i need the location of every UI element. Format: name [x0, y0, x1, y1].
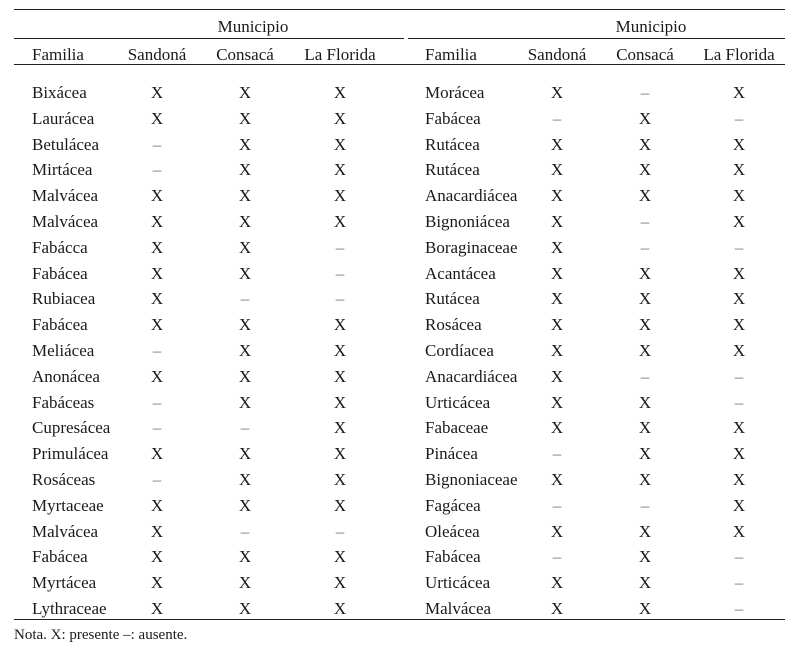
familia-cell: Anonácea: [32, 367, 100, 386]
presence-cell-sandona: –: [152, 135, 162, 154]
presence-cell-sandona: X: [550, 470, 564, 489]
presence-cell-la-florida: X: [732, 160, 746, 179]
municipio-underline-left: [14, 38, 404, 39]
presence-cell-sandona: –: [552, 496, 562, 515]
presence-cell-consaca: X: [238, 341, 252, 360]
presence-cell-la-florida: X: [333, 109, 347, 128]
presence-cell-consaca: –: [640, 212, 650, 231]
presence-cell-sandona: X: [150, 599, 164, 618]
presence-cell-la-florida: X: [333, 186, 347, 205]
presence-cell-consaca: X: [638, 160, 652, 179]
presence-cell-sandona: –: [152, 393, 162, 412]
col-header-consaca-right: Consacá: [616, 45, 674, 64]
presence-cell-consaca: X: [238, 547, 252, 566]
familia-cell: Urticácea: [425, 573, 491, 592]
presence-cell-la-florida: X: [333, 212, 347, 231]
presence-cell-sandona: X: [550, 264, 564, 283]
presence-cell-la-florida: –: [335, 522, 345, 541]
presence-cell-sandona: X: [550, 599, 564, 618]
presence-cell-consaca: X: [638, 418, 652, 437]
presence-cell-sandona: X: [150, 109, 164, 128]
familia-cell: Pinácea: [425, 444, 478, 463]
presence-cell-sandona: X: [550, 573, 564, 592]
familia-cell: Myrtácea: [32, 573, 97, 592]
presence-cell-la-florida: –: [734, 238, 744, 257]
familia-cell: Boraginaceae: [425, 238, 518, 257]
presence-cell-sandona: X: [550, 367, 564, 386]
presence-cell-consaca: X: [638, 341, 652, 360]
presence-cell-consaca: –: [240, 418, 250, 437]
presence-cell-consaca: X: [638, 135, 652, 154]
familia-cell: Lythraceae: [32, 599, 107, 618]
presence-cell-sandona: X: [150, 573, 164, 592]
presence-cell-sandona: X: [550, 186, 564, 205]
presence-cell-la-florida: X: [333, 599, 347, 618]
presence-cell-sandona: X: [150, 83, 164, 102]
col-header-familia-left: Familia: [32, 45, 84, 64]
presence-cell-consaca: –: [240, 289, 250, 308]
presence-cell-consaca: X: [638, 470, 652, 489]
presence-cell-la-florida: X: [732, 264, 746, 283]
familia-cell: Mirtácea: [32, 160, 93, 179]
familia-cell: Bixácea: [32, 83, 87, 102]
presence-cell-sandona: X: [550, 160, 564, 179]
presence-cell-sandona: X: [150, 315, 164, 334]
presence-cell-consaca: X: [238, 470, 252, 489]
presence-cell-sandona: X: [150, 212, 164, 231]
presence-cell-consaca: –: [640, 496, 650, 515]
familia-cell: Oleácea: [425, 522, 480, 541]
presence-cell-sandona: X: [150, 186, 164, 205]
presence-cell-consaca: X: [238, 186, 252, 205]
presence-cell-consaca: X: [238, 315, 252, 334]
table-top-rule: [14, 9, 785, 10]
presence-cell-consaca: –: [640, 83, 650, 102]
familia-cell: Anacardiácea: [425, 367, 518, 386]
presence-cell-consaca: X: [238, 238, 252, 257]
familia-cell: Cupresácea: [32, 418, 111, 437]
presence-cell-la-florida: –: [734, 367, 744, 386]
familia-cell: Fabácea: [425, 547, 481, 566]
familia-cell: Cordíacea: [425, 341, 494, 360]
familia-cell: Fagácea: [425, 496, 481, 515]
presence-cell-sandona: X: [150, 547, 164, 566]
familia-cell: Rutácea: [425, 135, 480, 154]
col-header-sandona-left: Sandoná: [127, 45, 187, 64]
presence-cell-sandona: X: [150, 264, 164, 283]
familia-cell: Betulácea: [32, 135, 100, 154]
presence-cell-la-florida: X: [732, 212, 746, 231]
presence-cell-consaca: X: [638, 573, 652, 592]
familia-cell: Fabáceas: [32, 393, 95, 412]
presence-cell-la-florida: –: [734, 573, 744, 592]
presence-cell-consaca: –: [640, 367, 650, 386]
presence-cell-sandona: –: [552, 109, 562, 128]
presence-cell-la-florida: –: [335, 238, 345, 257]
presence-cell-consaca: X: [638, 393, 652, 412]
presence-cell-la-florida: X: [732, 315, 746, 334]
presence-cell-la-florida: X: [333, 341, 347, 360]
presence-cell-la-florida: –: [734, 393, 744, 412]
presence-cell-sandona: X: [550, 212, 564, 231]
municipio-header-left: Municipio: [217, 17, 289, 36]
presence-cell-sandona: X: [550, 135, 564, 154]
presence-cell-consaca: X: [638, 547, 652, 566]
familia-cell: Rosácea: [425, 315, 482, 334]
familia-cell: Malvácea: [32, 212, 99, 231]
presence-cell-consaca: X: [638, 109, 652, 128]
presence-cell-la-florida: X: [333, 393, 347, 412]
presence-cell-la-florida: X: [333, 496, 347, 515]
presence-cell-consaca: X: [238, 393, 252, 412]
presence-cell-la-florida: X: [333, 160, 347, 179]
presence-cell-sandona: –: [552, 547, 562, 566]
presence-cell-sandona: X: [150, 367, 164, 386]
familia-cell: Malvácea: [425, 599, 492, 618]
municipio-header-right: Municipio: [615, 17, 687, 36]
familia-cell: Fabácea: [32, 315, 88, 334]
presence-cell-sandona: X: [550, 238, 564, 257]
familia-cell: Fabácea: [32, 547, 88, 566]
presence-cell-consaca: X: [638, 186, 652, 205]
presence-cell-sandona: X: [150, 496, 164, 515]
presence-cell-la-florida: X: [732, 444, 746, 463]
presence-cell-sandona: X: [150, 238, 164, 257]
familia-cell: Fabaceae: [425, 418, 489, 437]
familia-cell: Malvácea: [32, 522, 99, 541]
col-header-familia-right: Familia: [425, 45, 477, 64]
presence-cell-la-florida: X: [333, 444, 347, 463]
presence-cell-la-florida: X: [732, 83, 746, 102]
presence-cell-sandona: X: [550, 341, 564, 360]
presence-cell-consaca: X: [238, 264, 252, 283]
municipio-underline-right: [408, 38, 785, 39]
presence-cell-sandona: X: [550, 418, 564, 437]
presence-cell-sandona: X: [150, 444, 164, 463]
presence-cell-la-florida: X: [333, 470, 347, 489]
col-header-laflorida-left: La Florida: [304, 45, 376, 64]
presence-cell-sandona: –: [152, 418, 162, 437]
presence-cell-sandona: X: [550, 315, 564, 334]
familia-cell: Rubiacea: [32, 289, 96, 308]
familia-cell: Bignoniaceae: [425, 470, 518, 489]
presence-cell-sandona: X: [150, 522, 164, 541]
familia-cell: Rosáceas: [32, 470, 96, 489]
presence-cell-consaca: X: [238, 367, 252, 386]
presence-cell-la-florida: X: [333, 418, 347, 437]
col-header-laflorida-right: La Florida: [703, 45, 775, 64]
presence-cell-la-florida: X: [333, 367, 347, 386]
presence-cell-la-florida: X: [732, 522, 746, 541]
familia-cell: Anacardiácea: [425, 186, 518, 205]
presence-cell-la-florida: X: [333, 83, 347, 102]
presence-cell-la-florida: –: [734, 599, 744, 618]
presence-cell-consaca: X: [238, 444, 252, 463]
presence-cell-la-florida: X: [333, 315, 347, 334]
presence-cell-sandona: X: [550, 393, 564, 412]
familia-cell: Rutácea: [425, 289, 480, 308]
presence-cell-consaca: X: [238, 212, 252, 231]
familia-cell: Fabácea: [425, 109, 481, 128]
familia-cell: Fabácea: [32, 264, 88, 283]
presence-cell-la-florida: X: [732, 418, 746, 437]
familia-cell: Laurácea: [32, 109, 95, 128]
familia-cell: Bignoniácea: [425, 212, 510, 231]
familia-cell: Fabácca: [32, 238, 88, 257]
presence-cell-sandona: X: [550, 83, 564, 102]
presence-cell-la-florida: X: [732, 341, 746, 360]
presence-cell-consaca: X: [238, 83, 252, 102]
presence-cell-la-florida: X: [732, 470, 746, 489]
presence-cell-consaca: X: [238, 160, 252, 179]
presence-cell-la-florida: –: [335, 264, 345, 283]
presence-cell-consaca: –: [240, 522, 250, 541]
presence-cell-consaca: X: [238, 135, 252, 154]
presence-cell-consaca: X: [638, 264, 652, 283]
presence-cell-consaca: X: [238, 109, 252, 128]
presence-cell-sandona: X: [550, 289, 564, 308]
familia-cell: Malvácea: [32, 186, 99, 205]
presence-cell-sandona: –: [152, 160, 162, 179]
familia-cell: Acantácea: [425, 264, 496, 283]
presence-cell-la-florida: X: [732, 186, 746, 205]
presence-cell-sandona: X: [550, 522, 564, 541]
presence-cell-consaca: X: [238, 573, 252, 592]
presence-cell-la-florida: –: [734, 109, 744, 128]
presence-cell-consaca: X: [638, 444, 652, 463]
presence-cell-consaca: –: [640, 238, 650, 257]
familia-cell: Myrtaceae: [32, 496, 104, 515]
presence-cell-consaca: X: [638, 289, 652, 308]
presence-cell-consaca: X: [638, 315, 652, 334]
presence-cell-la-florida: X: [333, 135, 347, 154]
familia-cell: Urticácea: [425, 393, 491, 412]
presence-cell-la-florida: X: [732, 135, 746, 154]
presence-cell-la-florida: –: [335, 289, 345, 308]
presence-cell-la-florida: –: [734, 547, 744, 566]
presence-cell-consaca: X: [638, 522, 652, 541]
familia-cell: Primulácea: [32, 444, 109, 463]
presence-cell-sandona: –: [552, 444, 562, 463]
table-bottom-rule: [14, 619, 785, 620]
presence-cell-la-florida: X: [333, 573, 347, 592]
col-header-consaca-left: Consacá: [216, 45, 274, 64]
presence-cell-consaca: X: [238, 496, 252, 515]
presence-cell-la-florida: X: [732, 496, 746, 515]
familia-cell: Meliácea: [32, 341, 95, 360]
table-note: Nota. X: presente –: ausente.: [14, 627, 188, 643]
presence-cell-sandona: X: [150, 289, 164, 308]
presence-cell-consaca: X: [238, 599, 252, 618]
presence-cell-sandona: –: [152, 341, 162, 360]
presence-cell-consaca: X: [638, 599, 652, 618]
presence-cell-sandona: –: [152, 470, 162, 489]
presence-cell-la-florida: X: [333, 547, 347, 566]
col-header-sandona-right: Sandoná: [527, 45, 587, 64]
familia-cell: Rutácea: [425, 160, 480, 179]
presence-cell-la-florida: X: [732, 289, 746, 308]
familia-cell: Morácea: [425, 83, 485, 102]
